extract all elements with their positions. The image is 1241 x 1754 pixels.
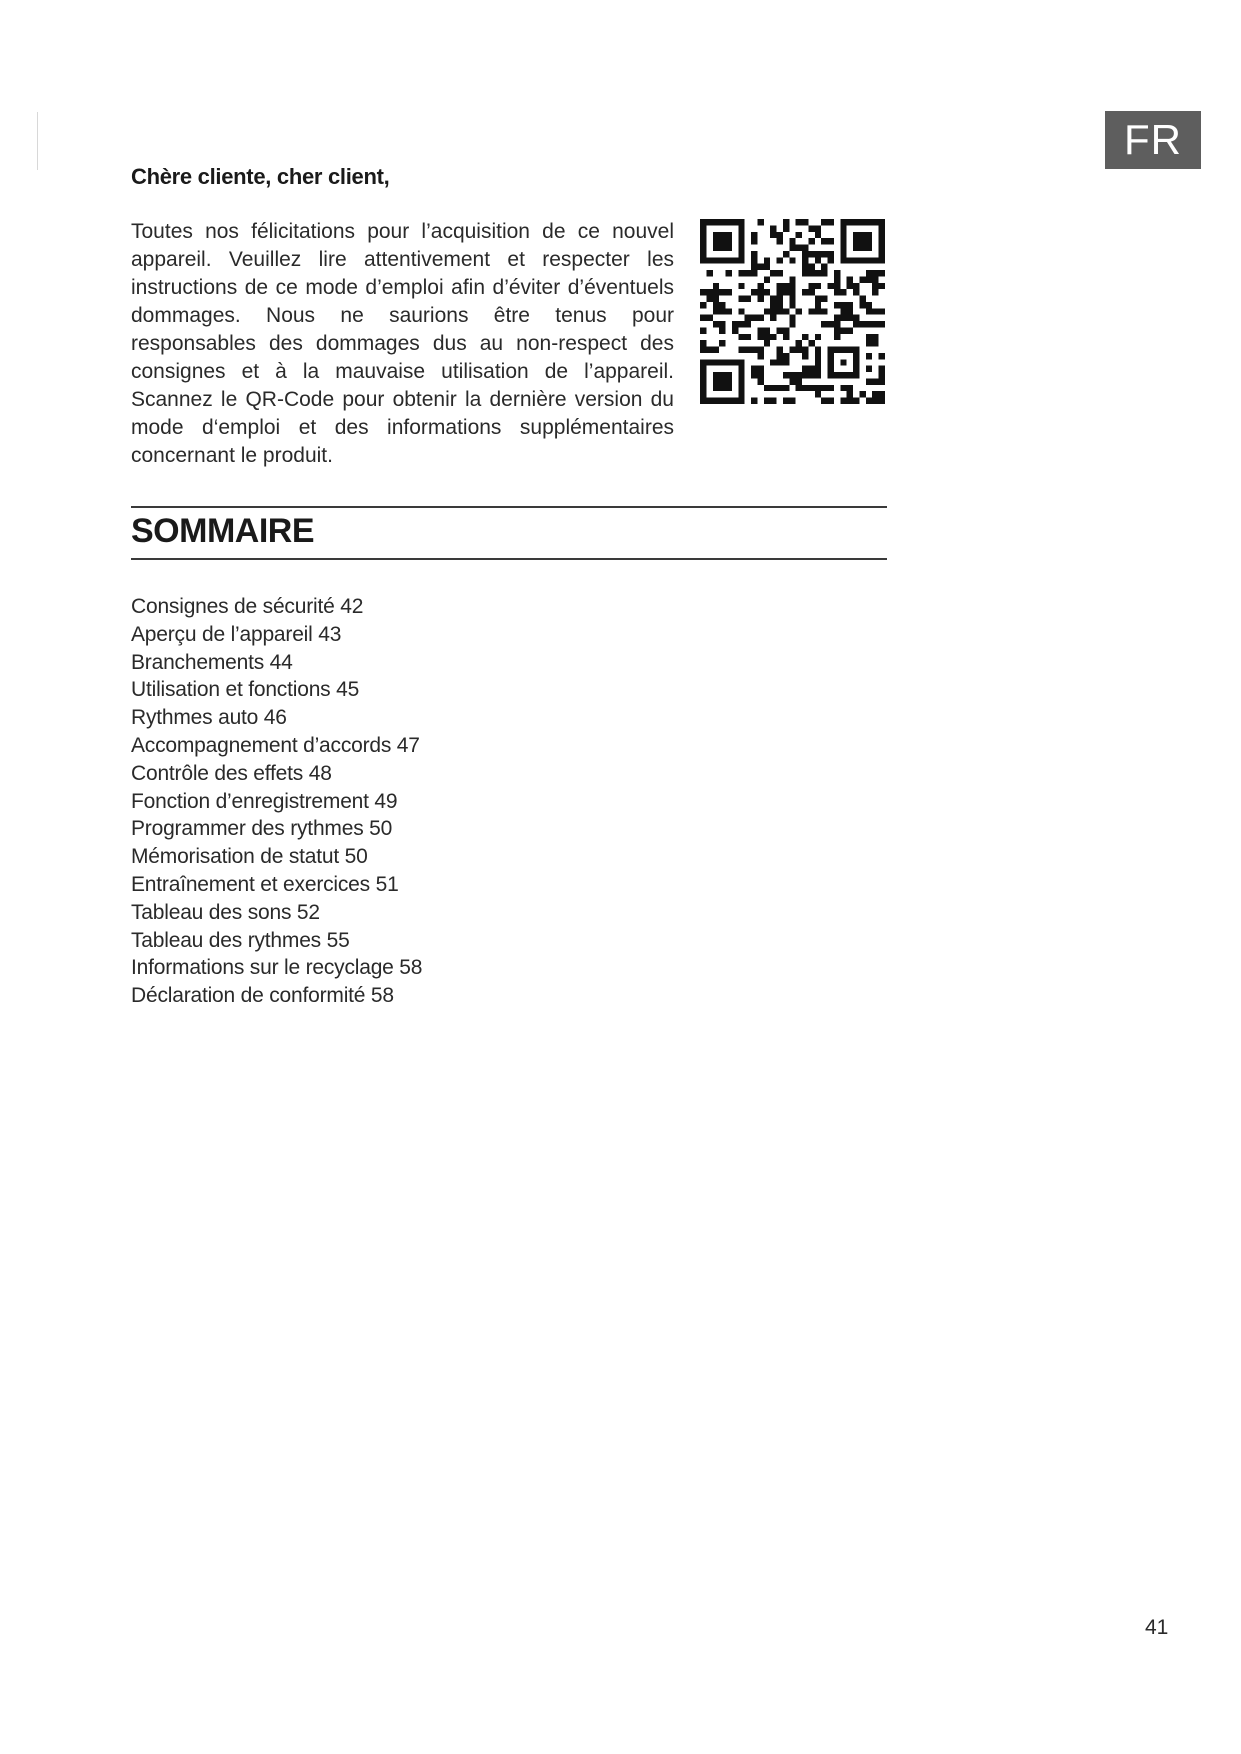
toc-list	[131, 593, 422, 1010]
toc-entry[interactable]: Tableau des sons 52	[131, 900, 320, 924]
greeting-heading: Chère cliente, cher client,	[131, 164, 390, 189]
divider-top	[131, 506, 887, 508]
margin-mark	[37, 112, 38, 170]
page-number: 41	[1145, 1616, 1169, 1639]
qr-code-icon[interactable]	[700, 219, 885, 404]
toc-entry[interactable]: Accompagnement d’accords 47	[131, 733, 420, 757]
toc-title: SOMMAIRE	[131, 512, 314, 550]
toc-entry[interactable]: Entraînement et exercices 51	[131, 872, 399, 896]
toc-entry[interactable]: Branchements 44	[131, 650, 293, 674]
toc-entry[interactable]: Déclaration de conformité 58	[131, 984, 394, 1008]
toc-entry[interactable]: Utilisation et fonctions 45	[131, 678, 360, 702]
toc-entry[interactable]: Programmer des rythmes 50	[131, 817, 393, 841]
toc-entry[interactable]: Tableau des rythmes 55	[131, 928, 350, 952]
toc-entry[interactable]: Contrôle des effets 48	[131, 761, 332, 785]
toc-entry[interactable]: Informations sur le recyclage 58	[131, 956, 423, 980]
toc-entry[interactable]: Rythmes auto 46	[131, 706, 287, 730]
toc-entry[interactable]: Mémorisation de statut 50	[131, 845, 368, 869]
divider-bottom	[131, 558, 887, 560]
toc-entry[interactable]: Fonction d’enregistrement 49	[131, 789, 398, 813]
toc-entry[interactable]: Consignes de sécurité 42	[131, 595, 364, 618]
language-badge: FR	[1105, 111, 1201, 169]
toc-entry[interactable]: Aperçu de l’appareil 43	[131, 622, 342, 646]
intro-paragraph: Toutes nos félicitations pour l’acquisition de ce nouvel appareil. Veuillez lire attentivement et respecter les instructions de ce mode d’emploi afin d’éviter d’éventuels dommages. Nous ne saurions être tenus pour responsables des dommages dus au non-respect des consignes et à la mauvaise utilisation de l’appareil. Scannez le QR-Code pour obtenir la dernière version du mode d‘emploi et des informations supplémentaires concernant le produit.	[131, 220, 674, 467]
